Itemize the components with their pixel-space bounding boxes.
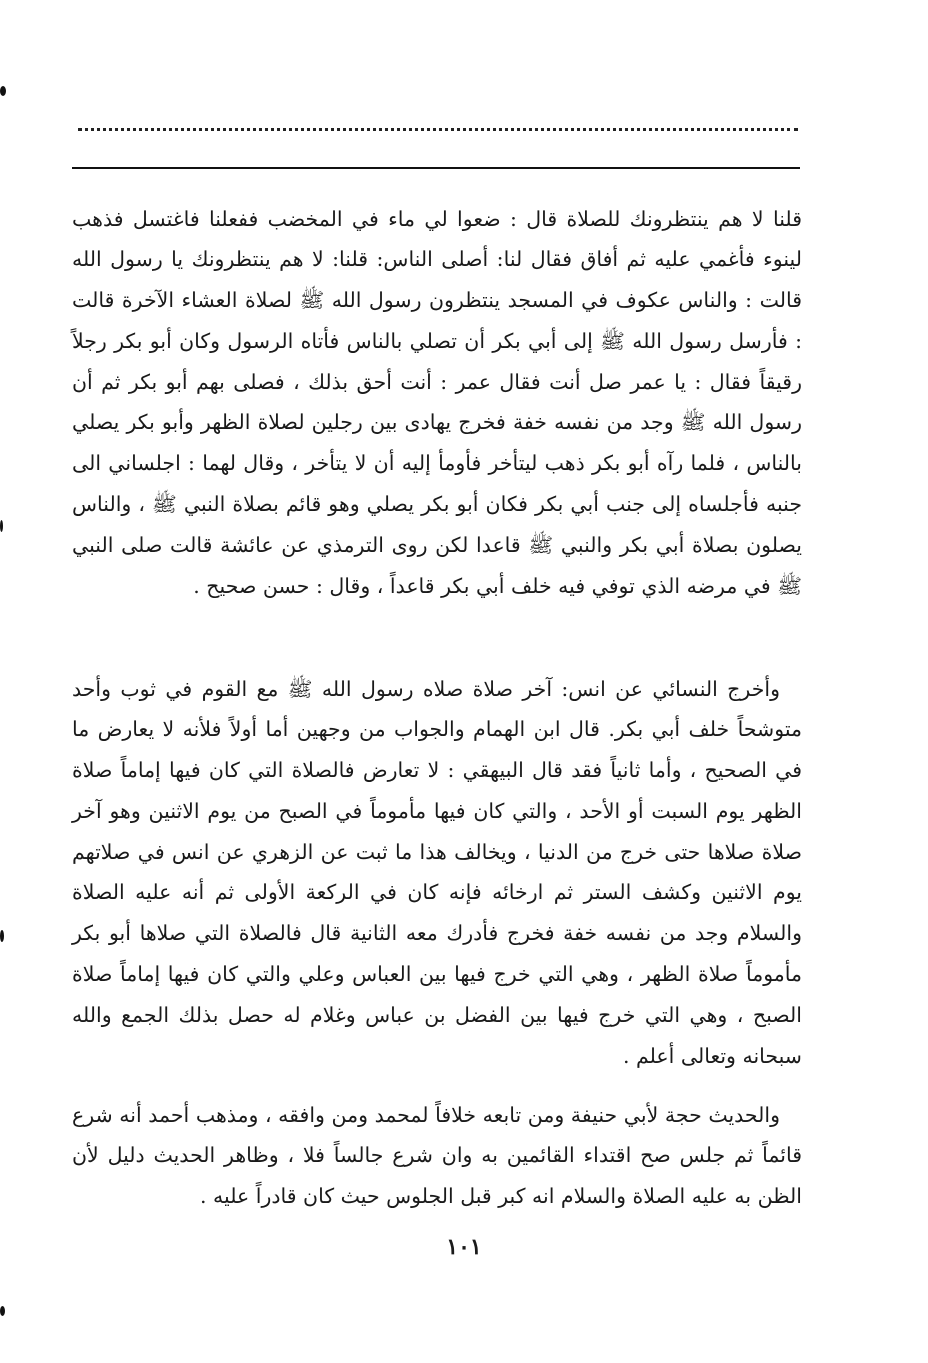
scan-edge-mark <box>0 930 4 942</box>
scan-edge-mark <box>0 86 6 96</box>
footnote-rule <box>72 167 800 169</box>
paragraph-1: قلنا لا هم ينتظرونك للصلاة قال : ضعوا لي ماء في المخضب ففعلنا فاغتسل فذهب لينوء فأغمي عليه ثم أفاق فقال لنا: أصلى الناس: قلنا: لا هم ينتظرونك يا رسول الله قالت : والناس عكوف في المسجد ينتظرون رسول الله ﷺ لصلاة العشاء الآخرة قالت : فأرسل رسول الله ﷺ إلى أبي بكر أن تصلي بالناس فأتاه الرسول وكان أبو بكر رجلاً رقيقاً فقال : يا عمر صل أنت فقال عمر : أنت أحق بذلك ، فصلى بهم أبو بكر ثم أن رسول الله ﷺ وجد من نفسه خفة فخرج يهادى بين رجلين لصلاة الظهر وأبو بكر يصلي بالناس ، فلما رآه أبو بكر ذهب ليتأخر فأومأ إليه أن لا يتأخر ، وقال لهما : اجلساني الى جنبه فأجلساه إلى جنب أبي بكر فكان أبو بكر يصلي وهو قائم بصلاة النبي ﷺ ، والناس يصلون بصلاة أبي بكر والنبي ﷺ قاعدا لكن روى الترمذي عن عائشة قالت صلى النبي ﷺ في مرضه الذي توفي فيه خلف أبي بكر قاعداً ، وقال : حسن صحيح . <box>72 206 802 598</box>
scan-edge-mark <box>0 1306 5 1316</box>
paragraph-2: وأخرج النسائي عن انس: آخر صلاة صلاه رسول الله ﷺ مع القوم في ثوب وأحد متوشحاً خلف أبي بكر. قال ابن الهمام والجواب من وجهين أما أولاً فلأنه لا يعارض ما في الصحيح ، وأما ثانياً فقد قال البيهقي : لا تعارض فالصلاة التي كان فيها إماماً صلاة الظهر يوم السبت أو الأحد ، والتي كان فيها مأموماً في الصبح من يوم الاثنين وهو آخر صلاة صلاها حتى خرج من الدنيا ، ويخالف هذا ما ثبت عن الزهري عن انس في صلاتهم يوم الاثنين وكشف الستر ثم ارخائه فإنه كان في الركعة الأولى ثم أنه عليه الصلاة والسلام وجد من نفسه خفة فخرج فأدرك معه الثانية قال فالصلاة التي صلاها أبو بكر مأموماً صلاة الظهر ، وهي التي خرج فيها بين العباس وعلي والتي كان فيها إماماً صلاة الصبح ، وهي التي خرج فيها بين الفضل بن عباس وغلام له حصل بذلك الجمع والله سبحانه وتعالى أعلم . <box>72 676 802 1068</box>
scan-edge-mark <box>0 520 3 532</box>
dotted-separator <box>78 128 798 131</box>
paragraph-3: والحديث حجة لأبي حنيفة ومن تابعه خلافاً لمحمد ومن وافقه ، ومذهب أحمد أنه شرع قائماً ثم جلس صح اقتداء القائمين به وان شرع جالساً فلا ، وظاهر الحديث دليل لأن الظن به عليه الصلاة والسلام انه كبر قبل الجلوس حيث كان قادراً عليه . <box>72 1102 802 1209</box>
page-number: ١٠١ <box>446 1234 482 1260</box>
